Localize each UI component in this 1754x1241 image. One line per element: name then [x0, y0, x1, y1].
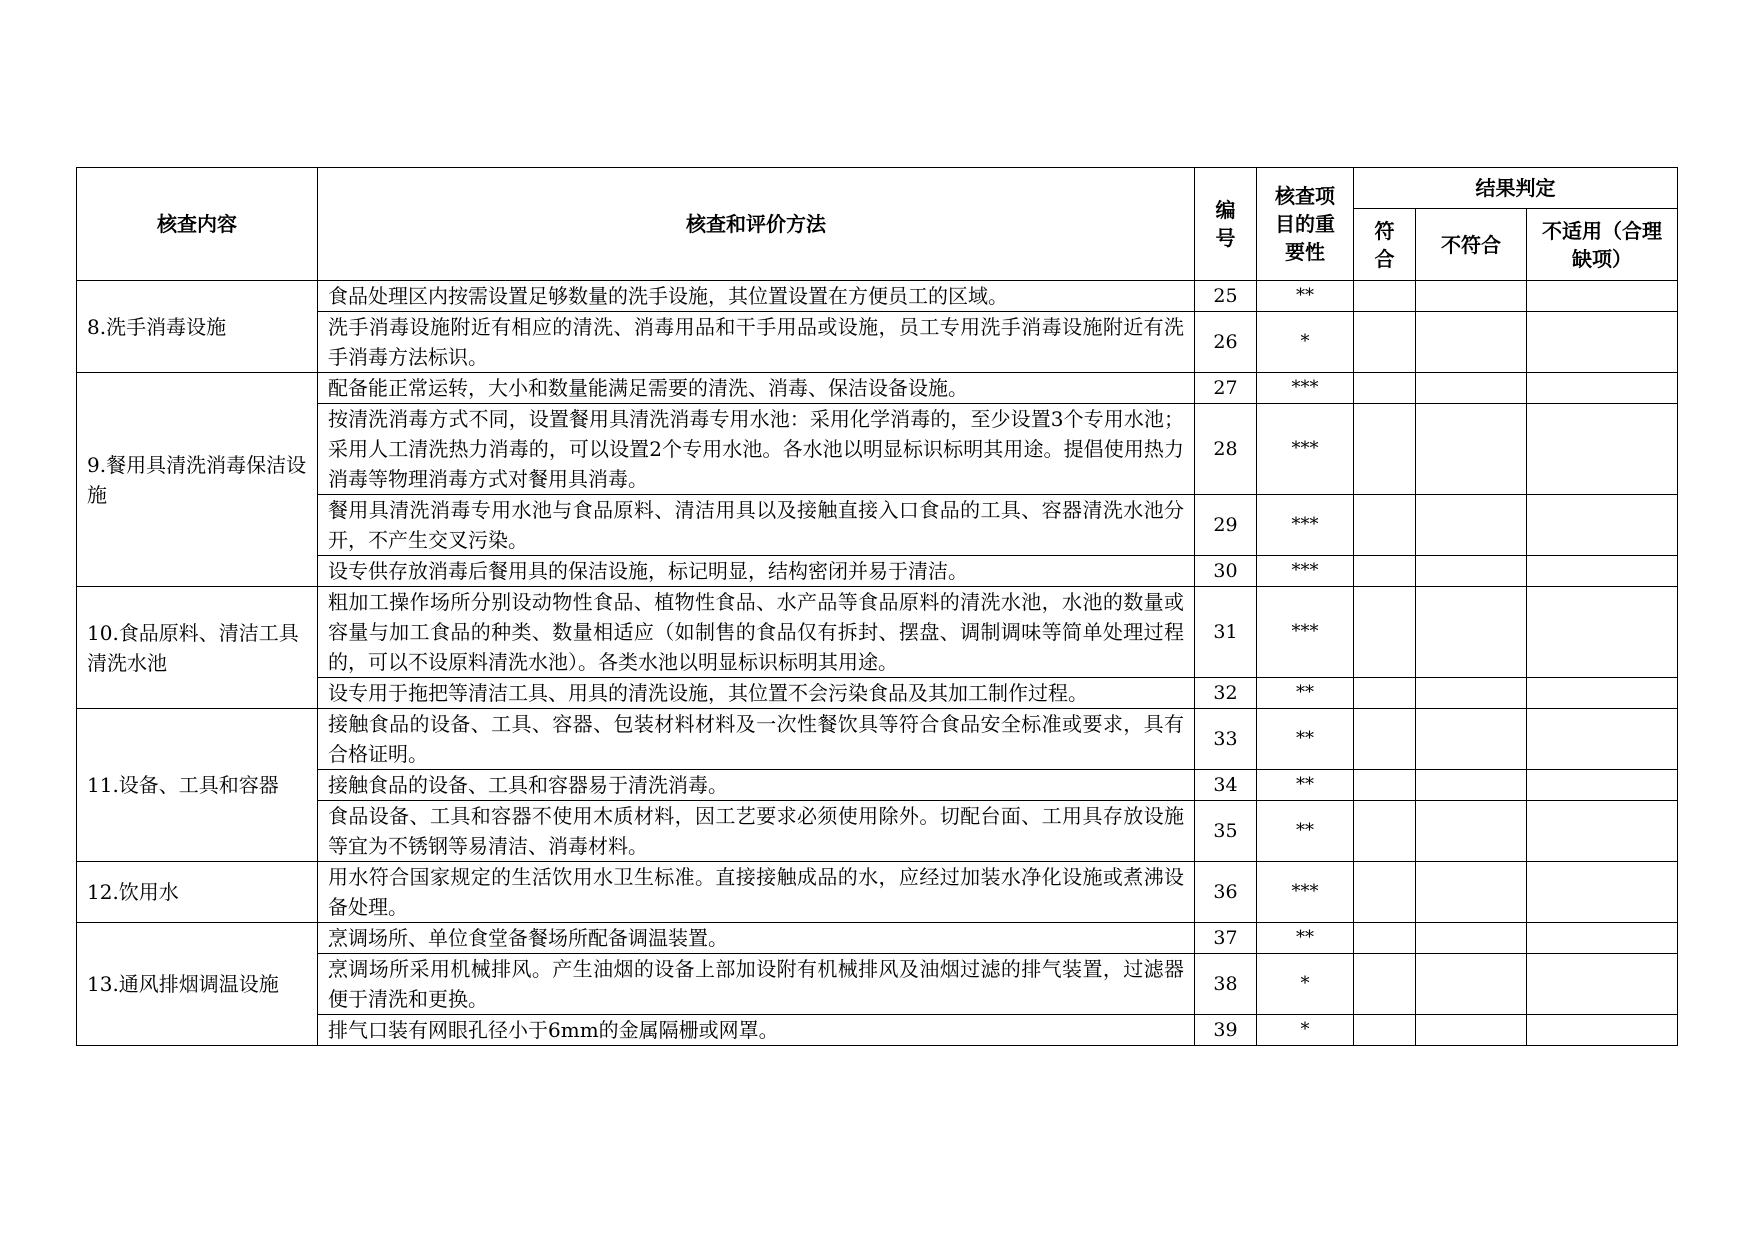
- item-number-cell: 34: [1195, 770, 1257, 801]
- header-check-content: 核查内容: [77, 168, 318, 281]
- result-not-applicable-cell[interactable]: [1527, 954, 1678, 1015]
- method-cell: 餐用具清洗消毒专用水池与食品原料、清洁用具以及接触直接入口食品的工具、容器清洗水池分开，不产生交叉污染。: [318, 495, 1195, 556]
- result-conform-cell[interactable]: [1354, 801, 1416, 862]
- table-row: [77, 770, 1678, 801]
- result-not-applicable-cell[interactable]: [1527, 801, 1678, 862]
- table-row: [77, 587, 1678, 678]
- result-not-applicable-cell[interactable]: [1527, 404, 1678, 495]
- result-not-applicable-cell[interactable]: [1527, 1015, 1678, 1046]
- result-nonconform-cell[interactable]: [1416, 862, 1527, 923]
- result-conform-cell[interactable]: [1354, 404, 1416, 495]
- result-conform-cell[interactable]: [1354, 373, 1416, 404]
- header-not-applicable: [1527, 209, 1678, 281]
- result-nonconform-cell[interactable]: [1416, 281, 1527, 312]
- result-not-applicable-cell[interactable]: [1527, 495, 1678, 556]
- check-content-cell: 10.食品原料、清洁工具清洗水池: [77, 587, 318, 709]
- importance-cell: ***: [1257, 373, 1354, 404]
- result-nonconform-cell[interactable]: [1416, 1015, 1527, 1046]
- header-number-text: 编号: [1215, 198, 1236, 250]
- item-number-cell: 29: [1195, 495, 1257, 556]
- method-cell: 设专用于拖把等清洁工具、用具的清洗设施，其位置不会污染食品及其加工制作过程。: [318, 678, 1195, 709]
- item-number-cell: 27: [1195, 373, 1257, 404]
- importance-cell: *: [1257, 1015, 1354, 1046]
- table-body: [77, 281, 1678, 1046]
- header-number: [1195, 168, 1257, 281]
- result-nonconform-cell[interactable]: [1416, 678, 1527, 709]
- method-cell: 配备能正常运转，大小和数量能满足需要的清洗、消毒、保洁设备设施。: [318, 373, 1195, 404]
- importance-cell: **: [1257, 281, 1354, 312]
- method-cell: 接触食品的设备、工具和容器易于清洗消毒。: [318, 770, 1195, 801]
- table-row: [77, 678, 1678, 709]
- header-importance: [1257, 168, 1354, 281]
- importance-cell: **: [1257, 923, 1354, 954]
- header-method: 核查和评价方法: [318, 168, 1195, 281]
- importance-cell: *: [1257, 954, 1354, 1015]
- method-cell: 食品处理区内按需设置足够数量的洗手设施，其位置设置在方便员工的区域。: [318, 281, 1195, 312]
- result-nonconform-cell[interactable]: [1416, 923, 1527, 954]
- method-cell: 用水符合国家规定的生活饮用水卫生标准。直接接触成品的水，应经过加装水净化设施或煮沸设备处理。: [318, 862, 1195, 923]
- item-number-cell: 39: [1195, 1015, 1257, 1046]
- table-row: [77, 954, 1678, 1015]
- table-row: [77, 373, 1678, 404]
- item-number-cell: 36: [1195, 862, 1257, 923]
- importance-cell: **: [1257, 678, 1354, 709]
- result-nonconform-cell[interactable]: [1416, 495, 1527, 556]
- table-row: [77, 556, 1678, 587]
- item-number-cell: 32: [1195, 678, 1257, 709]
- item-number-cell: 35: [1195, 801, 1257, 862]
- result-not-applicable-cell[interactable]: [1527, 312, 1678, 373]
- result-conform-cell[interactable]: [1354, 556, 1416, 587]
- table-row: [77, 495, 1678, 556]
- result-not-applicable-cell[interactable]: [1527, 556, 1678, 587]
- result-conform-cell[interactable]: [1354, 495, 1416, 556]
- importance-cell: **: [1257, 770, 1354, 801]
- method-cell: 排气口装有网眼孔径小于6mm的金属隔栅或网罩。: [318, 1015, 1195, 1046]
- method-cell: 设专供存放消毒后餐用具的保洁设施，标记明显，结构密闭并易于清洁。: [318, 556, 1195, 587]
- method-cell: 烹调场所、单位食堂备餐场所配备调温装置。: [318, 923, 1195, 954]
- result-conform-cell[interactable]: [1354, 954, 1416, 1015]
- result-not-applicable-cell[interactable]: [1527, 373, 1678, 404]
- result-nonconform-cell[interactable]: [1416, 801, 1527, 862]
- method-cell: 接触食品的设备、工具、容器、包装材料材料及一次性餐饮具等符合食品安全标准或要求，具有合格证明。: [318, 709, 1195, 770]
- importance-cell: ***: [1257, 404, 1354, 495]
- result-conform-cell[interactable]: [1354, 770, 1416, 801]
- check-content-cell: 13.通风排烟调温设施: [77, 923, 318, 1046]
- item-number-cell: 37: [1195, 923, 1257, 954]
- item-number-cell: 28: [1195, 404, 1257, 495]
- importance-cell: ***: [1257, 862, 1354, 923]
- result-conform-cell[interactable]: [1354, 587, 1416, 678]
- check-content-cell: 8.洗手消毒设施: [77, 281, 318, 373]
- result-nonconform-cell[interactable]: [1416, 404, 1527, 495]
- item-number-cell: 30: [1195, 556, 1257, 587]
- importance-cell: **: [1257, 801, 1354, 862]
- importance-cell: ***: [1257, 587, 1354, 678]
- result-conform-cell[interactable]: [1354, 678, 1416, 709]
- result-nonconform-cell[interactable]: [1416, 587, 1527, 678]
- table-row: [77, 923, 1678, 954]
- header-nonconform: 不符合: [1416, 209, 1527, 281]
- method-cell: 洗手消毒设施附近有相应的清洗、消毒用品和干手用品或设施，员工专用洗手消毒设施附近有洗手消毒方法标识。: [318, 312, 1195, 373]
- result-nonconform-cell[interactable]: [1416, 556, 1527, 587]
- result-not-applicable-cell[interactable]: [1527, 770, 1678, 801]
- item-number-cell: 38: [1195, 954, 1257, 1015]
- check-content-cell: 12.饮用水: [77, 862, 318, 923]
- inspection-table: [76, 167, 1678, 1046]
- result-conform-cell[interactable]: [1354, 281, 1416, 312]
- header-conform-text: 符合: [1374, 218, 1395, 271]
- result-conform-cell[interactable]: [1354, 312, 1416, 373]
- table-row: [77, 801, 1678, 862]
- result-not-applicable-cell[interactable]: [1527, 709, 1678, 770]
- table-row: [77, 281, 1678, 312]
- header-result: 结果判定: [1354, 168, 1678, 209]
- result-conform-cell[interactable]: [1354, 923, 1416, 954]
- item-number-cell: 25: [1195, 281, 1257, 312]
- table-row: [77, 1015, 1678, 1046]
- result-conform-cell[interactable]: [1354, 1015, 1416, 1046]
- header-importance-text: 核查项目的重要性: [1275, 184, 1335, 264]
- item-number-cell: 26: [1195, 312, 1257, 373]
- result-nonconform-cell[interactable]: [1416, 770, 1527, 801]
- check-content-cell: 11.设备、工具和容器: [77, 709, 318, 862]
- importance-cell: ***: [1257, 495, 1354, 556]
- result-conform-cell[interactable]: [1354, 709, 1416, 770]
- item-number-cell: 33: [1195, 709, 1257, 770]
- importance-cell: *: [1257, 312, 1354, 373]
- importance-cell: ***: [1257, 556, 1354, 587]
- table-row: [77, 404, 1678, 495]
- header-not-applicable-text: 不适用（合理缺项）: [1542, 218, 1662, 271]
- item-number-cell: 31: [1195, 587, 1257, 678]
- result-nonconform-cell[interactable]: [1416, 312, 1527, 373]
- check-content-cell: 9.餐用具清洗消毒保洁设施: [77, 373, 318, 587]
- method-cell: 食品设备、工具和容器不使用木质材料，因工艺要求必须使用除外。切配台面、工用具存放设施等宜为不锈钢等易清洁、消毒材料。: [318, 801, 1195, 862]
- method-cell: 按清洗消毒方式不同，设置餐用具清洗消毒专用水池：采用化学消毒的，至少设置3个专用水池；采用人工清洗热力消毒的，可以设置2个专用水池。各水池以明显标识标明其用途。提倡使用热力消毒等物理消毒方式对餐用具消毒。: [318, 404, 1195, 495]
- importance-cell: **: [1257, 709, 1354, 770]
- result-not-applicable-cell[interactable]: [1527, 587, 1678, 678]
- table-row: [77, 862, 1678, 923]
- result-conform-cell[interactable]: [1354, 862, 1416, 923]
- table-header: [77, 168, 1678, 281]
- result-nonconform-cell[interactable]: [1416, 709, 1527, 770]
- result-not-applicable-cell[interactable]: [1527, 678, 1678, 709]
- result-not-applicable-cell[interactable]: [1527, 281, 1678, 312]
- table-row: [77, 312, 1678, 373]
- method-cell: 粗加工操作场所分别设动物性食品、植物性食品、水产品等食品原料的清洗水池，水池的数量或容量与加工食品的种类、数量相适应（如制售的食品仅有拆封、摆盘、调制调味等简单处理过程的，可以不设原料清洗水池）。各类水池以明显标识标明其用途。: [318, 587, 1195, 678]
- header-conform: [1354, 209, 1416, 281]
- result-not-applicable-cell[interactable]: [1527, 923, 1678, 954]
- result-not-applicable-cell[interactable]: [1527, 862, 1678, 923]
- method-cell: 烹调场所采用机械排风。产生油烟的设备上部加设附有机械排风及油烟过滤的排气装置，过滤器便于清洗和更换。: [318, 954, 1195, 1015]
- table-row: [77, 709, 1678, 770]
- result-nonconform-cell[interactable]: [1416, 954, 1527, 1015]
- result-nonconform-cell[interactable]: [1416, 373, 1527, 404]
